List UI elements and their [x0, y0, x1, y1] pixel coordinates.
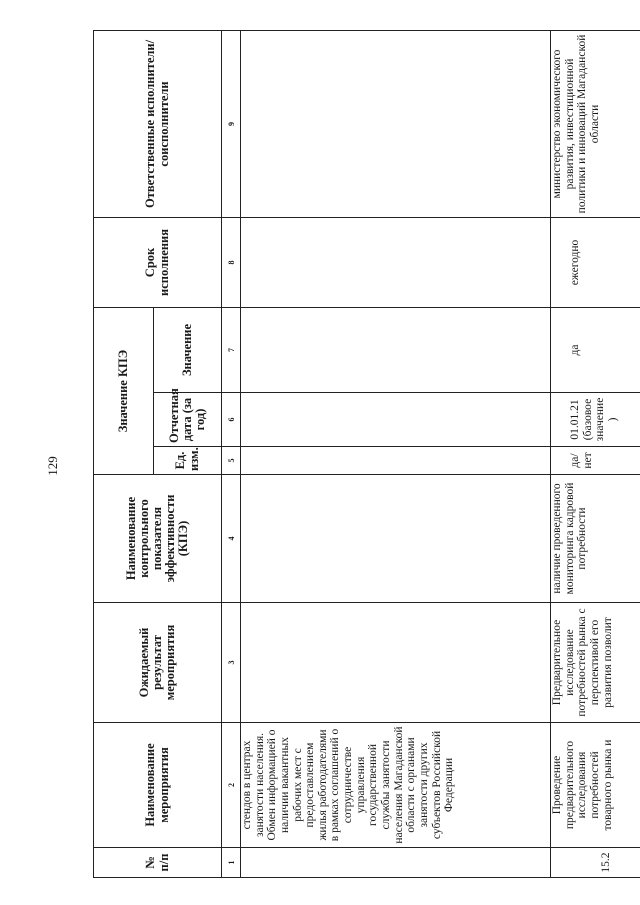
measure-name: Проведение предварительного исследования потребностей товарного рынка и — [551, 723, 640, 848]
header-kpe-name: Наименование контрольного показателя эффективности (КПЭ) — [94, 475, 222, 603]
measure-name: стендов в центрах занятости населения. Обмен информацией о наличии вакантных рабочих мест с предоставлением жилья работодателями в рамках соглашений о сотрудничестве управления государственной службы занятости населения Магаданской области с органами занятости других субъектов Российской Федерации — [241, 723, 551, 848]
kpe-value: да — [551, 307, 640, 392]
row-num — [241, 848, 551, 878]
term: ежегодно — [551, 217, 640, 307]
term — [241, 217, 551, 307]
kpe-value — [241, 307, 551, 392]
expected-result — [241, 603, 551, 723]
table-row — [241, 30, 551, 877]
page-number: 129 — [45, 456, 60, 476]
column-number: 2 — [222, 723, 241, 848]
measures-table — [93, 30, 640, 878]
column-number-row — [222, 30, 241, 877]
unit: да/ нет — [551, 447, 640, 475]
column-number: 7 — [222, 307, 241, 392]
header-value: Значение — [154, 307, 222, 392]
responsible: министерство экономического развития, инвестиционной политики и инноваций Магаданской области — [551, 30, 640, 217]
kpe-name: наличие проведенного мониторинга кадровой потребности — [551, 475, 640, 603]
rotated-page — [93, 31, 619, 878]
column-number: 9 — [222, 30, 241, 217]
expected-result: Предварительное исследование потребностей рынка с перспективой его развития позволит — [551, 603, 640, 723]
column-number: 3 — [222, 603, 241, 723]
column-number: 5 — [222, 447, 241, 475]
column-number: 4 — [222, 475, 241, 603]
responsible — [241, 30, 551, 217]
report-date — [241, 393, 551, 447]
header-num: № п/п — [94, 848, 222, 878]
header-measure-name: Наименование мероприятия — [94, 723, 222, 848]
unit — [241, 447, 551, 475]
kpe-name — [241, 475, 551, 603]
header-term: Срок исполнения — [94, 217, 222, 307]
header-row-1 — [94, 30, 154, 877]
header-kpe-value-group: Значение КПЭ — [94, 307, 154, 474]
header-responsible: Ответственные исполнители/ соисполнители — [94, 30, 222, 217]
column-number: 1 — [222, 848, 241, 878]
row-num: 15.2 — [551, 848, 640, 878]
header-report-date: Отчетная дата (за год) — [154, 393, 222, 447]
header-unit: Ед. изм. — [154, 447, 222, 475]
column-number: 6 — [222, 393, 241, 447]
column-number: 8 — [222, 217, 241, 307]
report-date: 01.01.21 (базовое значение ) — [551, 393, 640, 447]
header-expected-result: Ожидаемый результат мероприятия — [94, 603, 222, 723]
table-row — [551, 30, 640, 877]
